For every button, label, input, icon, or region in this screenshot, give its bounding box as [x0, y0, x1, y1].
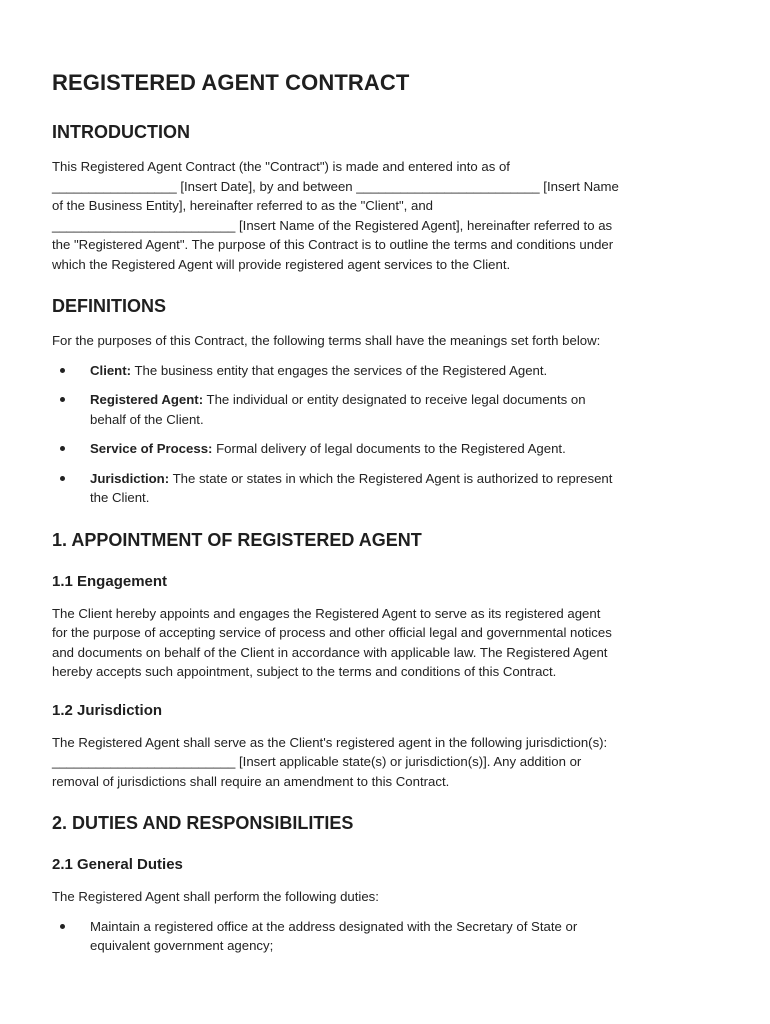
text-line: and documents on behalf of the Client in accordance with applicable law. The Registered Agent	[52, 644, 608, 660]
text-line: _________________________ [Insert applicable state(s) or jurisdiction(s)]. Any addition or	[52, 754, 582, 769]
definitions-list	[52, 361, 724, 508]
text-line: the "Registered Agent". The purpose of this Contract is to outline the terms and conditions under	[52, 237, 614, 252]
list-item	[52, 469, 724, 508]
bullet-icon	[60, 368, 65, 373]
definition-term: Client:	[90, 362, 132, 378]
definition-text: behalf of the Client.	[90, 411, 204, 427]
text-line: hereby accepts such appointment, subject to the terms and conditions of this Contract.	[52, 664, 557, 679]
text-line: for the purpose of accepting service of process and other official legal and governmental notices	[52, 625, 612, 640]
definitions-intro: For the purposes of this Contract, the following terms shall have the meanings set forth below:	[52, 333, 601, 348]
text-line: The Client hereby appoints and engages the Registered Agent to serve as its registered agent	[52, 605, 601, 621]
list-item	[52, 361, 724, 381]
text-line: which the Registered Agent will provide registered agent services to the Client.	[52, 256, 511, 272]
text-line: removal of jurisdictions shall require an amendment to this Contract.	[52, 773, 450, 789]
list-item	[52, 917, 724, 956]
duties-section	[52, 813, 724, 956]
definition-term: Service of Process:	[90, 441, 213, 456]
jurisdiction-heading: 1.2 Jurisdiction	[52, 701, 163, 719]
document-title: REGISTERED AGENT CONTRACT	[52, 70, 410, 95]
bullet-icon	[60, 924, 65, 929]
jurisdiction-paragraph	[52, 733, 724, 792]
general-duties-subsection	[52, 856, 724, 956]
definition-term: Registered Agent:	[90, 392, 204, 407]
text-line: _________________ [Insert Date], by and between _________________________ [Insert Name	[52, 178, 619, 194]
definition-text: The individual or entity designated to receive legal documents on	[206, 392, 586, 407]
appointment-heading: 1. APPOINTMENT OF REGISTERED AGENT	[52, 529, 422, 550]
duties-list	[52, 917, 724, 956]
duty-text: Maintain a registered office at the address designated with the Secretary of State or	[90, 918, 578, 934]
general-duties-heading: 2.1 General Duties	[52, 856, 183, 873]
bullet-icon	[60, 446, 65, 451]
definition-text: Formal delivery of legal documents to the Registered Agent.	[216, 441, 566, 456]
text-line: This Registered Agent Contract (the "Contract") is made and entered into as of	[52, 159, 510, 174]
definition-text: The business entity that engages the services of the Registered Agent.	[134, 362, 548, 378]
bullet-icon	[60, 476, 65, 481]
text-line: The Registered Agent shall serve as the Client's registered agent in the following jurisdiction(s):	[52, 734, 608, 750]
engagement-paragraph	[52, 604, 724, 682]
document-page	[52, 70, 724, 978]
engagement-subsection	[52, 573, 724, 682]
definition-term: Jurisdiction:	[90, 470, 170, 486]
introduction-paragraph	[52, 157, 724, 274]
jurisdiction-subsection	[52, 702, 724, 792]
appointment-section	[52, 530, 724, 792]
duty-text: equivalent government agency;	[90, 938, 274, 953]
definitions-heading: DEFINITIONS	[52, 296, 167, 316]
definitions-section	[52, 296, 724, 508]
text-line: _________________________ [Insert Name of the Registered Agent], hereinafter referred to as	[52, 217, 613, 233]
duties-heading: 2. DUTIES AND RESPONSIBILITIES	[52, 813, 354, 833]
introduction-heading: INTRODUCTION	[52, 122, 190, 142]
text-line: of the Business Entity], hereinafter referred to as the "Client", and	[52, 198, 434, 213]
general-duties-intro: The Registered Agent shall perform the following duties:	[52, 889, 379, 904]
introduction-section	[52, 122, 724, 274]
list-item	[52, 439, 724, 459]
list-item	[52, 390, 724, 429]
definition-text: The state or states in which the Registered Agent is authorized to represent	[172, 470, 613, 486]
bullet-icon	[60, 397, 65, 402]
engagement-heading: 1.1 Engagement	[52, 572, 168, 590]
definition-text: the Client.	[90, 490, 150, 505]
